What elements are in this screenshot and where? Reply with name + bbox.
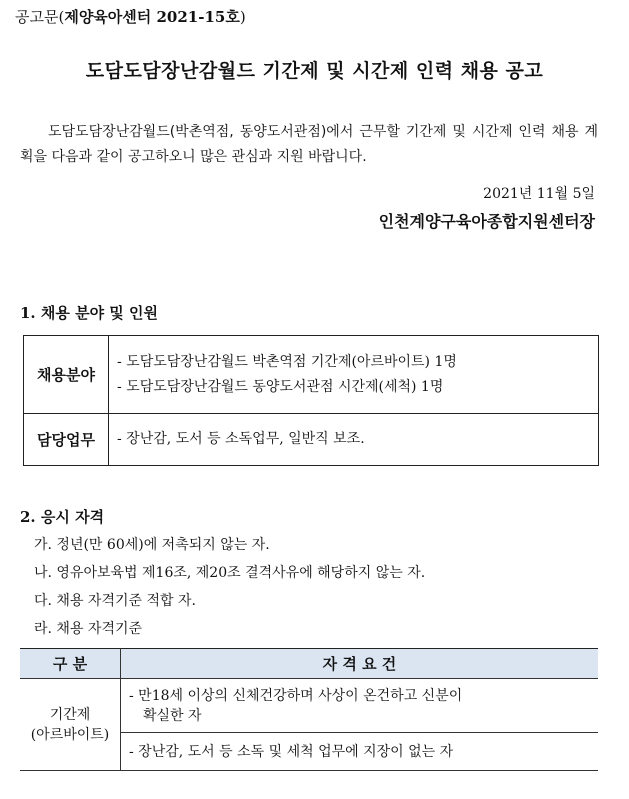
doc-suffix: )	[239, 8, 246, 26]
content-line: - 도담도담장난감월드 동양도서관점 시간제(세척) 1명	[117, 378, 444, 395]
qualification-table	[20, 648, 598, 771]
table-header-row	[20, 649, 598, 679]
list-item: 다. 채용 자격기준 적합 자.	[34, 593, 196, 609]
notice-date: 2021년 11월 5일	[483, 186, 595, 202]
category-cell	[20, 679, 121, 771]
requirement-line: 확실한 자	[143, 707, 202, 724]
doc-number-value: 제양육아센터 2021-15호	[64, 8, 240, 26]
section-heading-recruitment: 1. 채용 분야 및 인원	[20, 304, 158, 322]
requirement-cell: - 장난감, 도서 등 소독 및 세척 업무에 지장이 없는 자	[121, 733, 599, 771]
header-requirements: 자 격 요 건	[121, 649, 599, 679]
list-item: 가. 정년(만 60세)에 저촉되지 않는 자.	[34, 537, 270, 553]
document-number	[15, 6, 246, 27]
requirement-line: - 만18세 이상의 신체건강하며 사상이 온건하고 신분이	[129, 687, 463, 704]
section-heading-qualification: 2. 응시 자격	[20, 508, 105, 526]
list-item: 나. 영유아보육법 제16조, 제20조 결격사유에 해당하지 않는 자.	[34, 565, 426, 581]
page-title: 도담도담장난감월드 기간제 및 시간제 인력 채용 공고	[85, 60, 544, 82]
intro-paragraph: 도담도담장난감월드(박촌역점, 동양도서관점)에서 근무할 기간제 및 시간제 인력 채용 계획을 다음과 같이 공고하오니 많은 관심과 지원 바랍니다.	[20, 124, 598, 165]
row-label: 담당업무	[24, 414, 109, 466]
content-line: - 도담도담장난감월드 박촌역점 기간제(아르바이트) 1명	[117, 353, 457, 370]
row-content	[109, 336, 599, 414]
requirement-cell	[121, 679, 599, 733]
list-item: 라. 채용 자격기준	[34, 621, 143, 637]
header-category: 구 분	[20, 649, 121, 679]
organization-name: 인천계양구육아종합지원센터장	[378, 212, 595, 231]
category-label-line2: (아르바이트)	[30, 726, 110, 743]
table-row	[24, 414, 599, 466]
table-row	[24, 336, 599, 414]
doc-prefix: 공고문(	[15, 8, 65, 26]
category-label-line1: 기간제	[49, 706, 91, 723]
content-line: - 장난감, 도서 등 소독업무, 일반직 보조.	[117, 431, 365, 447]
recruitment-table	[23, 335, 599, 466]
table-row	[20, 679, 598, 733]
row-label: 채용분야	[24, 336, 109, 414]
row-content	[109, 414, 599, 466]
